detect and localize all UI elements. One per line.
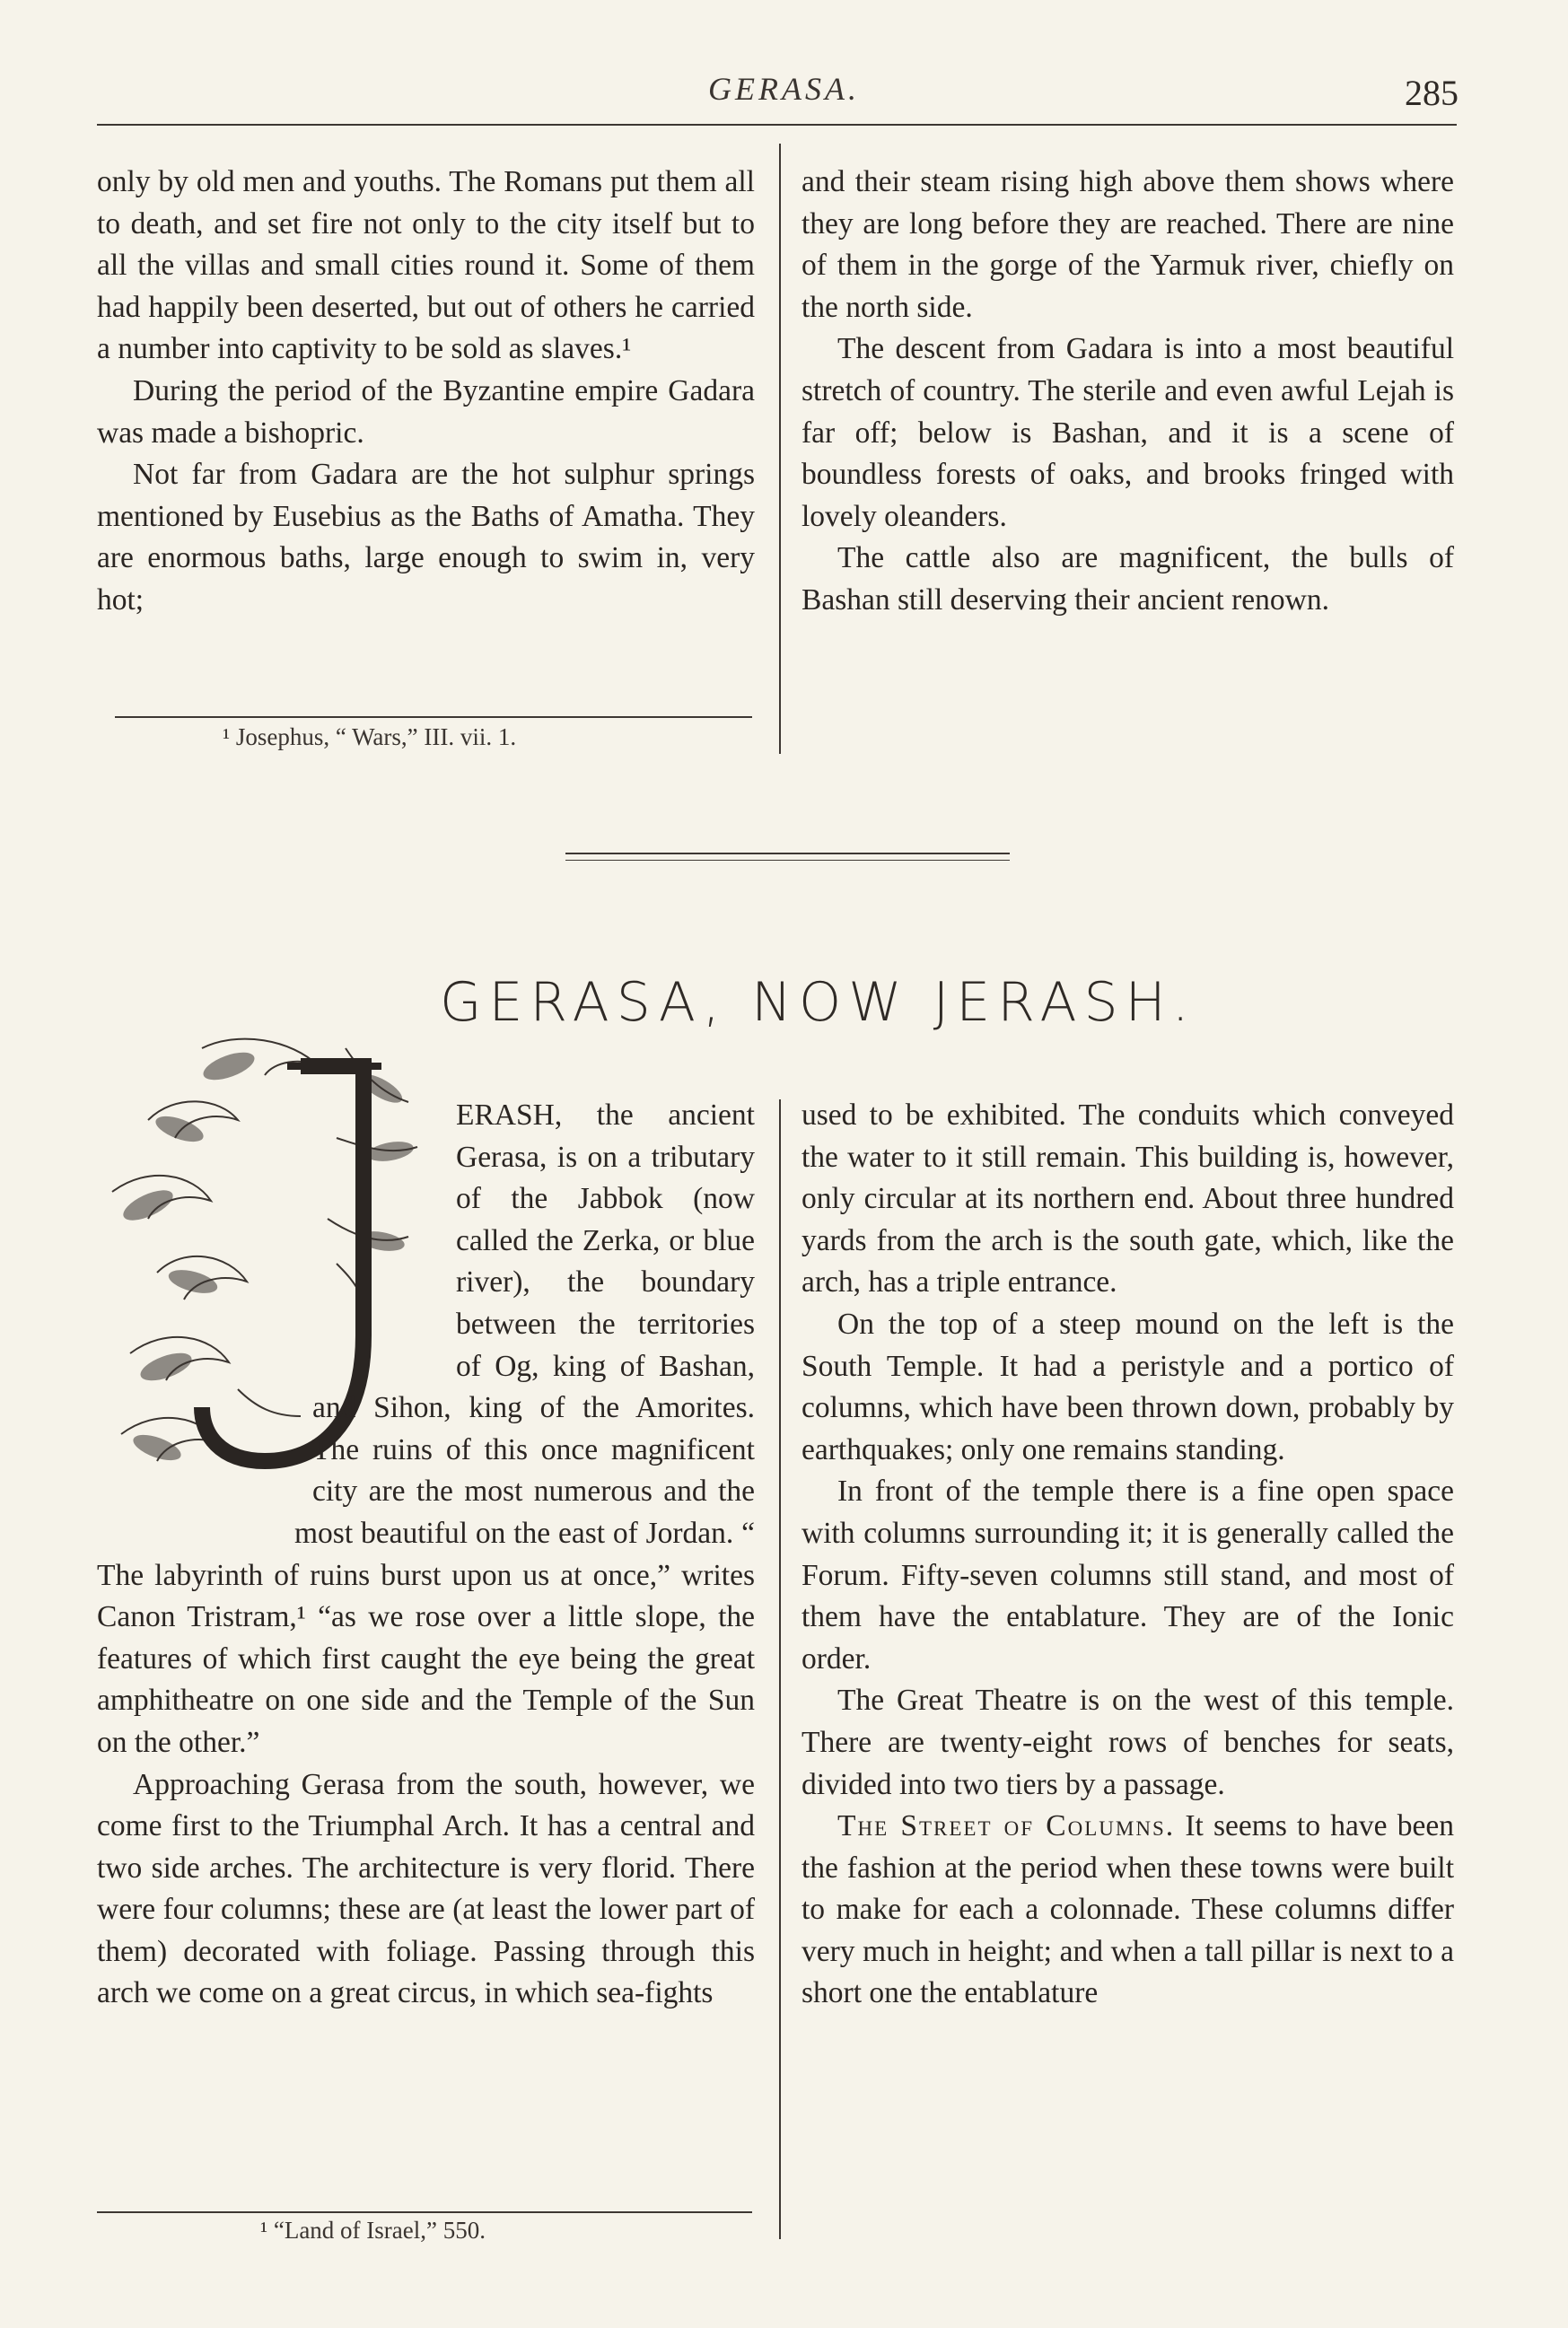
drop-cap-space <box>97 1095 456 1384</box>
paragraph: The cattle also are magnificent, the bulls of Bashan still deserving their ancient renown. <box>802 541 1454 617</box>
paragraph: The descent from Gadara is into a most beautiful stretch of country. The sterile and even awful Lejah is far off; below is Bashan, and it is a scene of boundless forests of oaks, and brooks fringed with lovely oleanders. <box>802 332 1454 533</box>
paragraph: used to be exhibited. The conduits which conveyed the water to it still remain. This building is, however, only circular at its northern end. About three hundred yards from the arch is the south gate, which, like the arch, has a triple entrance. <box>802 1098 1454 1300</box>
footnote: ¹ “Land of Israel,” 550. <box>260 2217 486 2244</box>
paragraph: During the period of the Byzantine empire Gadara was made a bishopric. <box>97 373 755 450</box>
paragraph-text: It seems to have been the fashion at the period when these towns were built to make for each a colonnade. These columns differ very much in height; and when a tall pillar is next to a short one the entablature <box>802 1809 1454 2010</box>
section-heading: The Street of Columns. <box>837 1809 1176 1843</box>
section-separator <box>565 860 1010 861</box>
chapter-right-column <box>802 1095 1454 2015</box>
page-number: 285 <box>1405 73 1459 113</box>
paragraph: In front of the temple there is a fine open space with columns surrounding it; it is generally called the Forum. Fifty-seven columns still stand, and most of them have the entablature. They are of the Ionic order. <box>802 1475 1454 1676</box>
paragraph: The Great Theatre is on the west of this temple. There are twenty-eight rows of benches for seats, divided into two tiers by a passage. <box>802 1684 1454 1801</box>
footnote: ¹ Josephus, “ Wars,” III. vii. 1. <box>223 723 517 750</box>
section-separator <box>565 853 1010 854</box>
header-rule <box>97 124 1457 126</box>
drop-cap-space <box>97 1384 312 1510</box>
drop-cap-space <box>97 1510 294 1551</box>
paragraph <box>802 1806 1454 2015</box>
paragraph: only by old men and youths. The Romans put them all to death, and set fire not only to the city itself but to all the villas and small cities round it. Some of them had happily been deserted, but out of others he carried a number into captivity to be sold as slaves.¹ <box>97 165 755 366</box>
top-left-column <box>97 162 755 622</box>
top-right-column <box>802 162 1454 622</box>
column-divider <box>779 1099 781 2239</box>
paragraph: Approaching Gerasa from the south, however, we come first to the Triumphal Arch. It has a central and two side arches. The architecture is very florid. There were four columns; these are (at least the lower part of them) decorated with foliage. Passing through this arch we come on a great circus, in which sea-fights <box>97 1767 755 2010</box>
column-divider <box>779 144 781 754</box>
footnote-rule <box>115 716 752 718</box>
paragraph: Not far from Gadara are the hot sulphur springs mentioned by Eusebius as the Baths of Amatha. They are enormous baths, large enough to swim in, very hot; <box>97 458 755 617</box>
footnote-rule <box>97 2211 752 2213</box>
chapter-left-column <box>97 1095 755 2015</box>
paragraph: On the top of a steep mound on the left is the South Temple. It had a peristyle and a portico of columns, which have been thrown down, probably by earthquakes; only one remains standing. <box>802 1307 1454 1466</box>
paragraph: and their steam rising high above them shows where they are long before they are reached. There are nine of them in the gorge of the Yarmuk river, chiefly on the north side. <box>802 165 1454 324</box>
running-title: GERASA. <box>708 71 860 107</box>
paragraph: ERASH, the ancient Gerasa, is on a tributary of the Jabbok (now called the Zerka, or blue river), the boundary between the territories of Og, king of Bashan, and Sihon, king of the Amorites. The ruins of this once magnificent city are the most numerous and the most beautiful on the east of Jordan. “ The labyrinth of ruins burst upon us at once,” writes Canon Tristram,¹ “as we rose over a little slope, the features of which first caught the eye being the great amphitheatre on one side and the Temple of the Sun on the other.” <box>97 1098 755 1759</box>
chapter-title: GERASA, NOW JERASH. <box>440 971 1196 1034</box>
